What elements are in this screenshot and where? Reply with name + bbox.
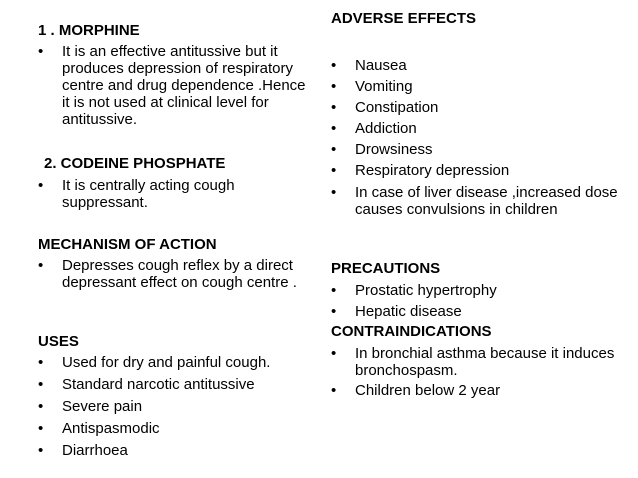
- bullet-marker: •: [331, 345, 337, 362]
- uses-bullet: [38, 376, 310, 394]
- uses-bullet: [38, 442, 310, 460]
- contraindications-bullet-text: Children below 2 year: [355, 382, 501, 399]
- morphine-bullet: [38, 43, 310, 133]
- bullet-marker: •: [38, 257, 44, 274]
- bullet-marker: •: [331, 162, 337, 179]
- adverse-bullet: [331, 99, 631, 117]
- precautions-bullet: [331, 282, 631, 300]
- adverse-effects-heading: ADVERSE EFFECTS: [331, 10, 477, 27]
- uses-bullet: [38, 398, 310, 416]
- uses-bullet: [38, 354, 310, 372]
- adverse-bullet-text: In case of liver disease ,increased dose causes convulsions in children: [355, 184, 618, 218]
- uses-bullet-text: Used for dry and painful cough.: [62, 354, 271, 371]
- morphine-heading: 1 . MORPHINE: [38, 22, 140, 39]
- bullet-marker: •: [38, 376, 44, 393]
- adverse-bullet: [331, 141, 631, 159]
- bullet-marker: •: [331, 382, 337, 399]
- codeine-heading: 2. CODEINE PHOSPHATE: [44, 155, 226, 172]
- bullet-marker: •: [331, 99, 337, 116]
- morphine-bullet-text: It is an effective antitussive but it produces depression of respiratory centre and drug dependence .Hence it is not used at clinical level for antitussive.: [62, 43, 306, 128]
- mechanism-heading: MECHANISM OF ACTION: [38, 236, 217, 253]
- contraindications-bullet: [331, 345, 631, 381]
- uses-bullet-text: Severe pain: [62, 398, 143, 415]
- uses-bullet-text: Diarrhoea: [62, 442, 128, 459]
- bullet-marker: •: [331, 141, 337, 158]
- adverse-bullet-text: Vomiting: [355, 78, 413, 95]
- contraindications-bullet: [331, 382, 631, 400]
- precautions-bullet: [331, 303, 631, 321]
- adverse-bullet-text: Drowsiness: [355, 141, 433, 158]
- uses-bullet: [38, 420, 310, 438]
- bullet-marker: •: [38, 43, 44, 60]
- bullet-marker: •: [38, 177, 44, 194]
- bullet-marker: •: [331, 184, 337, 201]
- contraindications-bullet-text: In bronchial asthma because it induces bronchospasm.: [355, 345, 615, 379]
- adverse-bullet: [331, 78, 631, 96]
- adverse-bullet-text: Addiction: [355, 120, 417, 137]
- precautions-heading: PRECAUTIONS: [331, 260, 441, 277]
- adverse-bullet-text: Nausea: [355, 57, 407, 74]
- precautions-bullet-text: Prostatic hypertrophy: [355, 282, 497, 299]
- mechanism-bullet: [38, 257, 310, 313]
- bullet-marker: •: [331, 303, 337, 320]
- bullet-marker: •: [331, 78, 337, 95]
- adverse-bullet: [331, 120, 631, 138]
- codeine-bullet-text: It is centrally acting cough suppressant.: [62, 177, 235, 211]
- bullet-marker: •: [331, 120, 337, 137]
- uses-heading: USES: [38, 333, 79, 350]
- uses-bullet-text: Standard narcotic antitussive: [62, 376, 255, 393]
- bullet-marker: •: [38, 442, 44, 459]
- bullet-marker: •: [38, 398, 44, 415]
- adverse-bullet: [331, 162, 631, 180]
- bullet-marker: •: [331, 282, 337, 299]
- bullet-marker: •: [331, 57, 337, 74]
- mechanism-bullet-text: Depresses cough reflex by a direct depressant effect on cough centre .: [62, 257, 297, 291]
- adverse-bullet: [331, 57, 631, 75]
- adverse-bullet-text: Constipation: [355, 99, 439, 116]
- adverse-bullet-text: Respiratory depression: [355, 162, 510, 179]
- adverse-bullet: [331, 184, 631, 238]
- bullet-marker: •: [38, 420, 44, 437]
- contraindications-heading: CONTRAINDICATIONS: [331, 323, 492, 340]
- uses-bullet-text: Antispasmodic: [62, 420, 160, 437]
- codeine-bullet: [38, 177, 310, 217]
- precautions-bullet-text: Hepatic disease: [355, 303, 462, 320]
- bullet-marker: •: [38, 354, 44, 371]
